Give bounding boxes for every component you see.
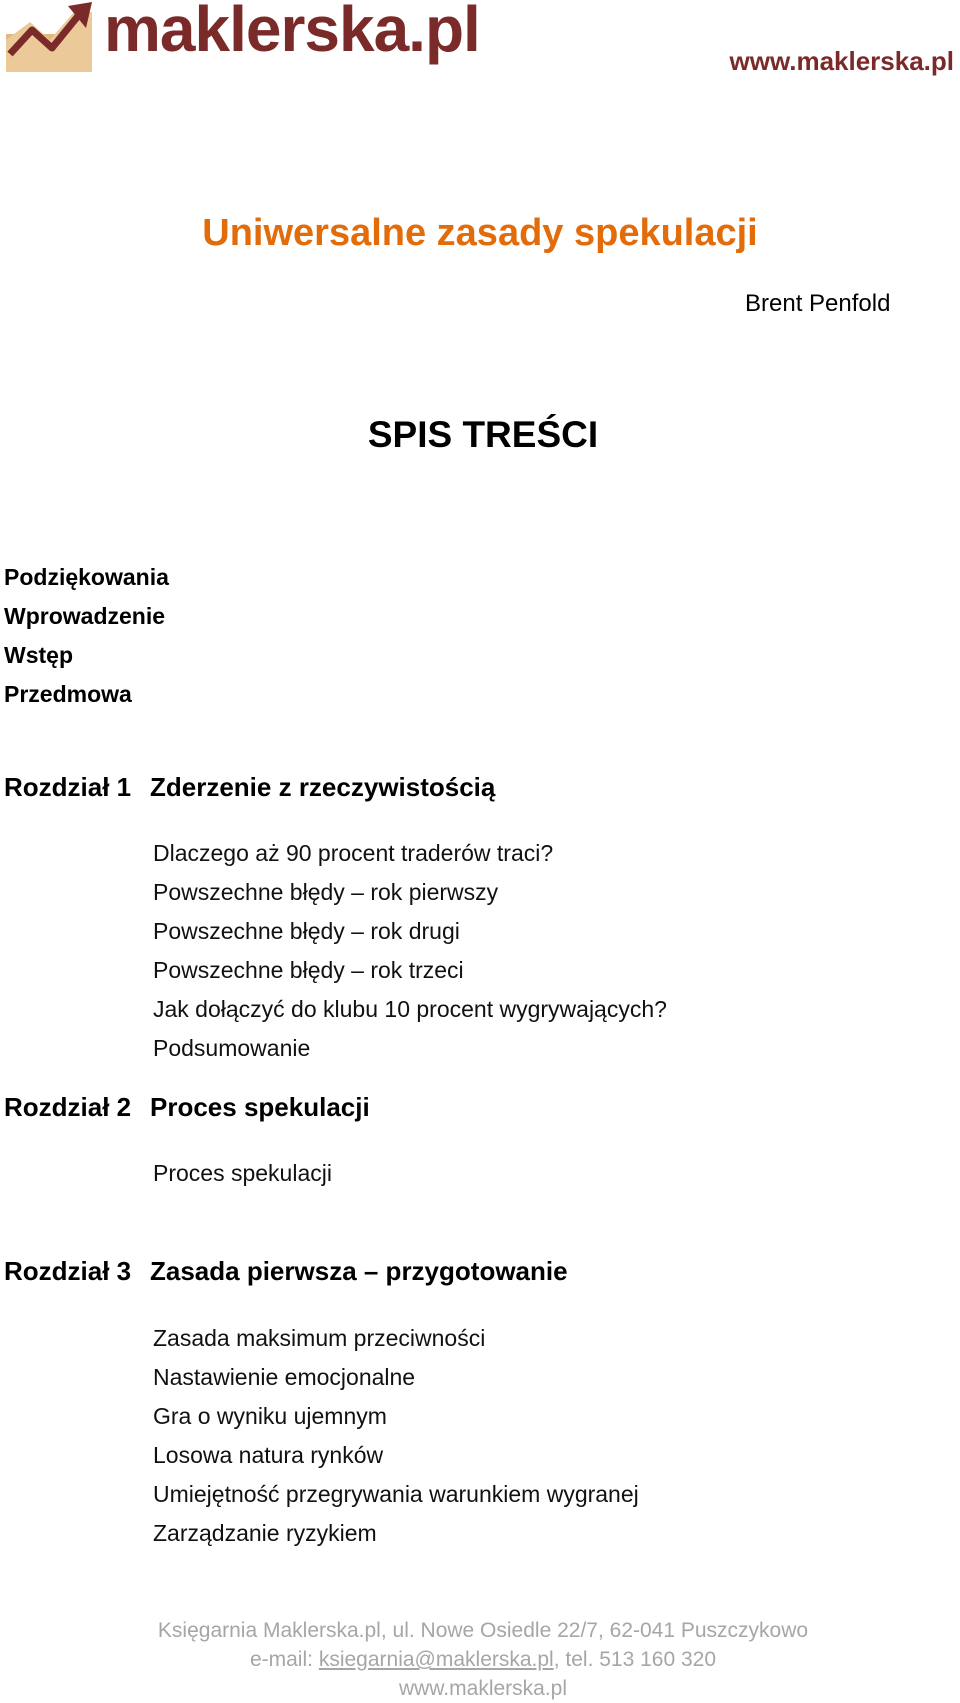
chapter-title: Proces spekulacji xyxy=(150,1092,370,1122)
chapter-1-heading xyxy=(4,772,495,803)
footer-contact xyxy=(0,1645,960,1674)
chapter-title: Zasada pierwsza – przygotowanie xyxy=(150,1256,568,1286)
logo xyxy=(4,0,480,76)
book-author: Brent Penfold xyxy=(745,290,891,317)
chapter-2-sections xyxy=(153,1154,332,1193)
chapter-number: Rozdział 2 xyxy=(4,1092,132,1122)
section-item: Dlaczego aż 90 procent traderów traci? xyxy=(153,840,554,866)
toc-heading: SPIS TREŚCI xyxy=(367,414,599,455)
footer-address: Księgarnia Maklerska.pl, ul. Nowe Osiedle 22/7, 62-041 Puszczykowo xyxy=(157,1619,809,1642)
toc-intro-item: Podziękowania xyxy=(4,564,169,590)
footer-phone: , tel. 513 160 320 xyxy=(553,1648,717,1671)
section-item: Nastawienie emocjonalne xyxy=(153,1364,416,1390)
chapter-number: Rozdział 1 xyxy=(4,772,132,802)
footer-url[interactable]: www.maklerska.pl xyxy=(398,1677,568,1700)
footer-email-label: e-mail: xyxy=(249,1648,319,1671)
section-item: Jak dołączyć do klubu 10 procent wygrywających? xyxy=(153,996,667,1022)
chapter-3-sections xyxy=(153,1319,639,1553)
header-site-url[interactable]: www.maklerska.pl xyxy=(729,46,954,76)
section-item: Zarządzanie ryzykiem xyxy=(153,1520,377,1546)
section-item: Umiejętność przegrywania warunkiem wygranej xyxy=(153,1481,639,1507)
toc-intro-item: Wprowadzenie xyxy=(4,603,166,629)
chapter-3-heading xyxy=(4,1256,568,1287)
chapter-title: Zderzenie z rzeczywistością xyxy=(150,772,496,802)
section-item: Powszechne błędy – rok pierwszy xyxy=(153,879,499,905)
section-item: Gra o wyniku ujemnym xyxy=(153,1403,387,1429)
chapter-1-sections xyxy=(153,834,667,1068)
section-item: Losowa natura rynków xyxy=(153,1442,384,1468)
footer xyxy=(0,1616,960,1703)
chapter-number: Rozdział 3 xyxy=(4,1256,132,1286)
section-item: Zasada maksimum przeciwności xyxy=(153,1325,486,1351)
toc-intro-item: Przedmowa xyxy=(4,681,132,707)
book-title: Uniwersalne zasady spekulacji xyxy=(202,212,758,254)
toc-intro-list xyxy=(4,558,169,714)
toc-intro-item: Wstęp xyxy=(4,642,73,668)
footer-email-link[interactable]: ksiegarnia@maklerska.pl xyxy=(318,1648,554,1671)
chapter-2-heading xyxy=(4,1092,370,1123)
logo-text: maklerska.pl xyxy=(104,0,480,65)
section-item: Proces spekulacji xyxy=(153,1160,332,1186)
section-item: Powszechne błędy – rok drugi xyxy=(153,918,460,944)
section-item: Podsumowanie xyxy=(153,1035,311,1061)
chart-arrow-icon xyxy=(4,0,96,76)
section-item: Powszechne błędy – rok trzeci xyxy=(153,957,464,983)
